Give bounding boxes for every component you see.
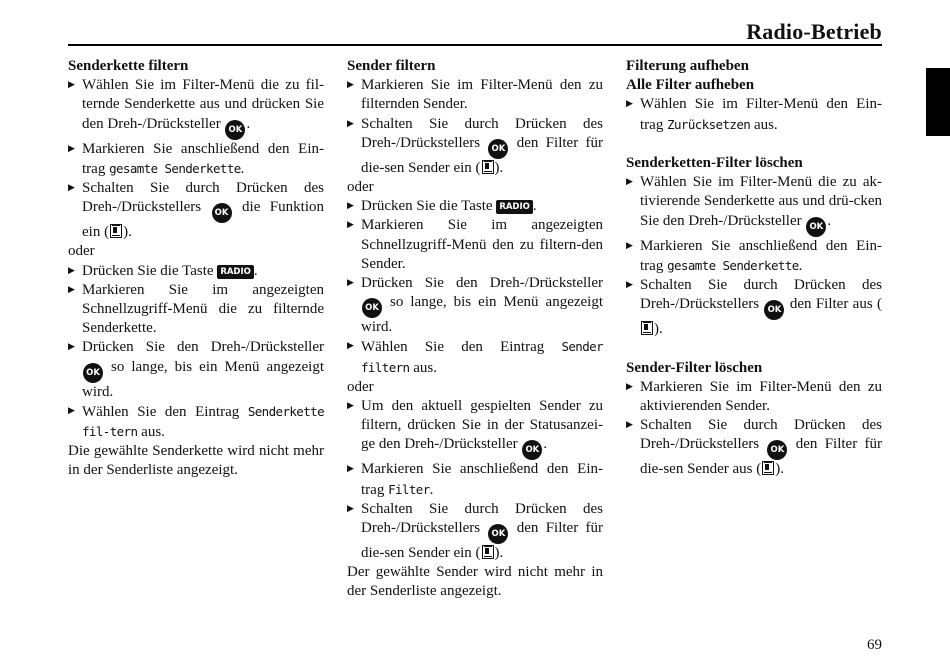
menu-entry-label: Filter bbox=[388, 481, 430, 497]
menu-entry-label: gesamte Senderkette bbox=[667, 257, 799, 273]
step-text: den Filter für die-sen Sender ein ( bbox=[361, 520, 604, 562]
radio-key-icon: RADIO bbox=[217, 265, 254, 279]
step-text: Markieren Sie im Filter-Menü den zu filternden Sender. bbox=[361, 77, 603, 113]
step-text-end: aus. bbox=[753, 116, 778, 133]
step-text: Schalten Sie durch Drücken des Dreh-/Drückstellers bbox=[361, 500, 603, 537]
filter-icon bbox=[482, 545, 494, 559]
closing-paragraph: Die gewählte Senderkette wird nicht mehr in der Senderliste angezeigt. bbox=[68, 443, 324, 479]
instruction-step bbox=[68, 281, 324, 339]
instruction-step bbox=[347, 115, 603, 178]
instruction-step bbox=[347, 500, 603, 563]
subsection-heading: Senderketten-Filter löschen bbox=[626, 155, 803, 171]
step-text: so lange, bis ein Menü angezeigt wird. bbox=[361, 294, 603, 336]
ok-button-icon: OK bbox=[767, 440, 787, 460]
column-filterung-aufheben bbox=[626, 57, 882, 480]
section-heading: Senderkette filtern bbox=[68, 58, 189, 74]
step-text: Markieren Sie im angezeigten Schnellzugriff-Menü den zu filtern-den Sender. bbox=[361, 217, 603, 272]
step-text: Markieren Sie anschließend den Ein-trag bbox=[640, 237, 882, 274]
instruction-step bbox=[68, 338, 324, 401]
ok-button-icon: OK bbox=[764, 300, 784, 320]
instruction-step bbox=[347, 197, 603, 216]
filter-off-icon bbox=[762, 461, 774, 475]
step-text-end: . bbox=[240, 160, 245, 177]
step-text: Schalten Sie durch Drücken des Dreh-/Drückstellers bbox=[640, 277, 882, 313]
step-text: Wählen Sie den Eintrag bbox=[82, 403, 240, 420]
section-heading: Sender filtern bbox=[347, 58, 436, 74]
step-text-end: . bbox=[246, 115, 251, 132]
ok-button-icon: OK bbox=[522, 440, 542, 460]
filter-icon bbox=[110, 224, 122, 238]
step-text: Markieren Sie im Filter-Menü den zu aktivierenden Sender. bbox=[640, 378, 882, 415]
oder-text: oder bbox=[347, 179, 374, 196]
filter-icon bbox=[482, 160, 494, 174]
ok-button-icon: OK bbox=[225, 120, 245, 140]
step-text-end: . bbox=[429, 481, 434, 498]
instruction-step bbox=[626, 237, 882, 276]
step-text: den Filter aus ( bbox=[789, 296, 882, 313]
closing-paragraph: Der gewählte Sender wird nicht mehr in der Senderliste angezeigt. bbox=[347, 564, 603, 600]
step-text: Wählen Sie den Eintrag bbox=[361, 339, 545, 356]
step-text: Drücken Sie den Dreh-/Drücksteller bbox=[82, 339, 324, 356]
step-text-end: ). bbox=[494, 545, 504, 562]
instruction-step bbox=[626, 173, 882, 236]
ok-button-icon: OK bbox=[488, 524, 508, 544]
step-text: Wählen Sie im Filter-Menü die zu ak-tivierende Senderkette aus und drü-cken Sie den Dreh-/Drücksteller bbox=[640, 174, 882, 229]
instruction-step bbox=[347, 460, 603, 499]
step-text-end: aus. bbox=[141, 424, 165, 441]
step-text-end: . bbox=[532, 198, 537, 215]
filter-off-icon bbox=[641, 321, 653, 335]
column-senderkette-filtern bbox=[68, 57, 324, 481]
step-text: Markieren Sie anschließend den Ein-trag bbox=[82, 140, 324, 177]
step-text-end: ). bbox=[775, 461, 784, 478]
instruction-step bbox=[68, 179, 324, 242]
step-text-end: . bbox=[798, 257, 803, 274]
step-text-end: ). bbox=[123, 224, 132, 241]
subsection-heading: Sender-Filter löschen bbox=[626, 359, 763, 376]
section-heading: Filterung aufheben bbox=[626, 58, 749, 74]
spacer bbox=[626, 339, 882, 358]
instruction-step bbox=[347, 76, 603, 114]
ok-button-icon: OK bbox=[212, 203, 232, 223]
oder-text: oder bbox=[347, 378, 374, 395]
instruction-step bbox=[626, 95, 882, 134]
step-text: Drücken Sie den Dreh-/Drücksteller bbox=[361, 275, 603, 292]
step-text: Markieren Sie anschließend den Ein-trag bbox=[361, 461, 603, 498]
step-text: so lange, bis ein Menü angezeigt wird. bbox=[82, 358, 324, 400]
header-rule bbox=[68, 44, 882, 46]
step-text: Markieren Sie im angezeigten Schnellzugriff-Menü die zu filternde Senderkette. bbox=[82, 281, 324, 337]
spacer bbox=[626, 135, 882, 154]
instruction-step bbox=[626, 378, 882, 416]
radio-key-icon: RADIO bbox=[496, 200, 533, 214]
page-header-title: Radio-Betrieb bbox=[746, 19, 882, 44]
step-text-end: . bbox=[543, 436, 548, 453]
step-text-end: . bbox=[253, 262, 258, 279]
menu-entry-label: Zurücksetzen bbox=[667, 116, 751, 132]
instruction-step bbox=[347, 397, 603, 460]
step-text: die Funktion ein ( bbox=[82, 199, 324, 241]
instruction-step bbox=[626, 416, 882, 479]
step-text-end: ). bbox=[494, 159, 504, 176]
step-text-end: ). bbox=[654, 321, 663, 338]
step-text: Wählen Sie im Filter-Menü den Ein-trag bbox=[640, 96, 882, 133]
instruction-step bbox=[68, 140, 324, 179]
menu-entry-label: gesamte Senderkette bbox=[109, 160, 241, 176]
ok-button-icon: OK bbox=[362, 298, 382, 318]
instruction-step bbox=[347, 216, 603, 274]
instruction-step bbox=[68, 262, 324, 281]
instruction-step bbox=[68, 402, 324, 442]
page-number: 69 bbox=[867, 637, 882, 653]
chapter-edge-tab bbox=[926, 68, 950, 136]
step-text-end: aus. bbox=[413, 359, 437, 376]
column-sender-filtern bbox=[347, 57, 603, 602]
step-text: Drücken Sie die Taste bbox=[361, 198, 493, 215]
ok-button-icon: OK bbox=[488, 139, 508, 159]
step-text: Um den aktuell gespielten Sender zu filtern, drücken Sie in der Statusanzei-ge den Dreh-/Drücksteller bbox=[361, 398, 603, 453]
ok-button-icon: OK bbox=[83, 363, 103, 383]
step-text-end: . bbox=[827, 212, 832, 229]
instruction-step bbox=[347, 274, 603, 337]
menu-entry-label: Senderkette fil-tern bbox=[82, 403, 324, 440]
step-text: Schalten Sie durch Drücken des Dreh-/Drückstellers bbox=[361, 115, 603, 151]
step-text: Schalten Sie durch Drücken des Dreh-/Drückstellers bbox=[640, 417, 882, 453]
subsection-heading: Alle Filter aufheben bbox=[626, 77, 755, 94]
instruction-step bbox=[626, 276, 882, 339]
step-text: den Filter für die-sen Sender ein ( bbox=[361, 134, 604, 176]
oder-text: oder bbox=[68, 243, 95, 260]
step-text: den Filter für die-sen Sender aus ( bbox=[640, 436, 883, 478]
step-text: Drücken Sie die Taste bbox=[82, 262, 214, 279]
instruction-step bbox=[68, 76, 324, 139]
step-text: Wählen Sie im Filter-Menü die zu fil-ternde Senderkette aus und drücken Sie den Dreh-/Drücksteller bbox=[82, 77, 324, 132]
instruction-step bbox=[347, 337, 603, 377]
step-text: Schalten Sie durch Drücken des Dreh-/Drückstellers bbox=[82, 180, 324, 216]
ok-button-icon: OK bbox=[806, 217, 826, 237]
menu-entry-label: Sender filtern bbox=[361, 339, 603, 375]
